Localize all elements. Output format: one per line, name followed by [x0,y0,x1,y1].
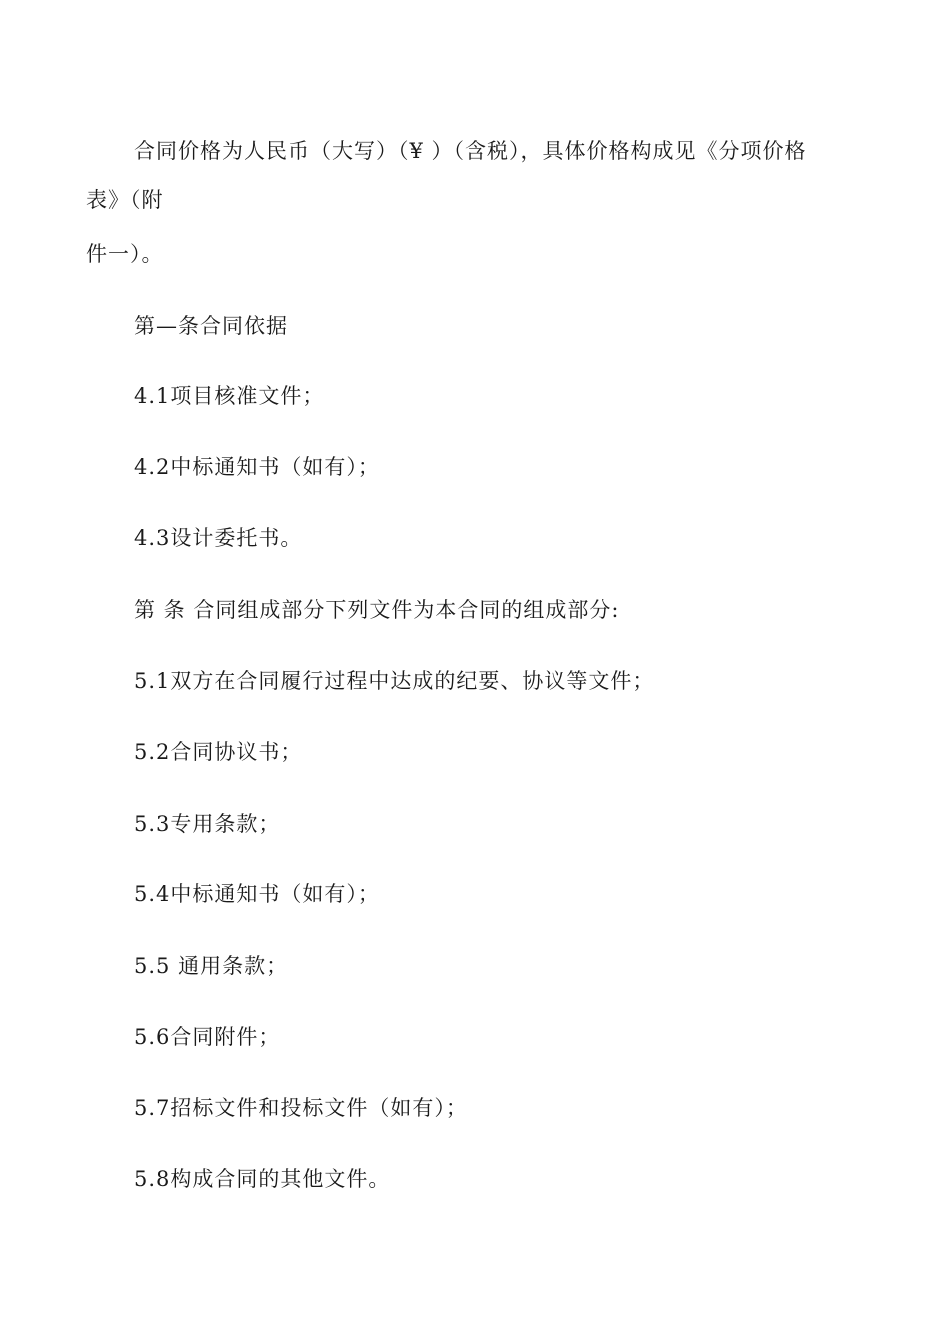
article-5-heading: 第 条 合同组成部分下列文件为本合同的组成部分: [134,598,620,622]
article-4-heading: 第—条合同依据 [134,314,288,338]
article-5-item-1: 5.1双方在合同履行过程中达成的纪要、协议等文件； [134,669,655,693]
article-5-item-7: 5.7招标文件和投标文件（如有）； [134,1096,468,1120]
article-4-item-3: 4.3设计委托书。 [134,526,303,550]
article-5-item-2: 5.2合同协议书； [134,740,303,764]
article-5-item-4: 5.4中标通知书（如有）； [134,882,380,906]
article-4-item-2: 4.2中标通知书（如有）； [134,455,380,479]
article-4-item-1: 4.1项目核准文件； [134,384,325,408]
article-5-item-8: 5.8构成合同的其他文件。 [134,1167,391,1191]
article-5-item-3: 5.3专用条款； [134,812,281,836]
price-paragraph-line-3: 件一）。 [86,242,164,266]
price-paragraph-line-1: 合同价格为人民币（大写）（¥ ）（含税），具体价格构成见《分项价格 [134,139,807,163]
price-paragraph-line-2: 表》（附 [86,188,164,212]
article-5-item-5: 5.5 通用条款； [134,954,289,978]
article-5-item-6: 5.6合同附件； [134,1025,281,1049]
